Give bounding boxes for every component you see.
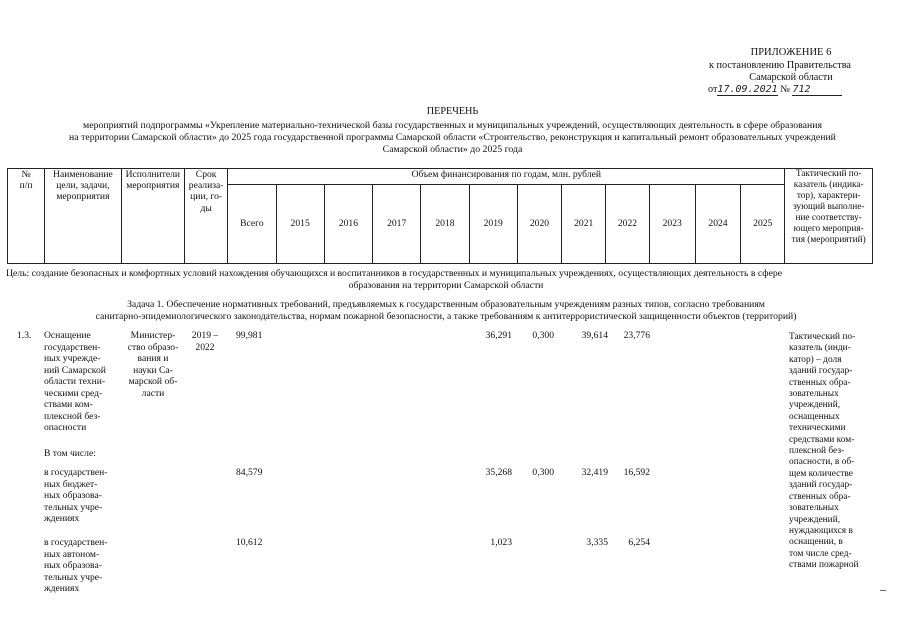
- scan-mark: [880, 590, 886, 591]
- document-subtitle-1: мероприятий подпрограммы «Укрепление материально-технической базы государственных и муниципальных учреждений, осуществляющих деятельность в сфере образования: [83, 120, 822, 131]
- document-subtitle-3: Самарской области» до 2025 года: [382, 144, 523, 155]
- col-header-executor: Исполнители мероприятия: [121, 169, 184, 264]
- sub1-name: в государствен- ных бюджет- ных образова- тельных учре- ждениях: [44, 467, 108, 524]
- goal-text-2: образования на территории Самарской области: [348, 280, 544, 291]
- document-title: ПЕРЕЧЕНЬ: [426, 106, 479, 117]
- year-header-2023: 2023: [649, 185, 695, 264]
- sub2-2019: 1,023: [490, 537, 512, 548]
- year-header-2025: 2025: [741, 185, 785, 264]
- sub1-2019: 35,268: [485, 467, 512, 478]
- year-header-2022: 2022: [606, 185, 649, 264]
- sub1-2020: 0,300: [532, 467, 554, 478]
- date-value: 17.09.2021: [717, 84, 778, 95]
- col-header-indicator: Тактический по- казатель (индика- тор), характери- зующий выполне- ние соответству- ющего мероприя- тия (мероприятий): [785, 169, 873, 264]
- number-prefix: №: [780, 84, 790, 95]
- col-header-number: № п/п: [8, 169, 45, 264]
- year-header-2024: 2024: [695, 185, 740, 264]
- including-label: В том числе:: [44, 448, 96, 459]
- item-indicator: Тактический по- казатель (инди- катор) – доля зданий государ- ственных обра- зовательных учреждений, оснащенных техническими средствами ком- плексной без- опасности, в об- щем количестве зданий государ- ственных обра- зовательных учреждений, нуждающихся в оснащении, в том числе сред- ствами пожарной: [789, 332, 859, 571]
- item-executor: Министер- ство образо- вания и науки Са- марской об- ласти: [127, 330, 179, 399]
- year-header-2018: 2018: [421, 185, 469, 264]
- col-header-term: Срок реализа- ции, го- ды: [185, 169, 228, 264]
- item-2020: 0,300: [532, 330, 554, 341]
- sub1-total: 84,579: [236, 467, 263, 478]
- appendix-title: ПРИЛОЖЕНИЕ 6: [750, 47, 832, 58]
- year-header-2019: 2019: [469, 185, 517, 264]
- sub2-2021: 3,335: [586, 537, 608, 548]
- sub2-name: в государствен- ных автоном- ных образова- тельных учре- ждениях: [44, 537, 108, 594]
- task-text-2: санитарно-эпидемиологического законодательства, нормам пожарной безопасности, а также требованиям к антитеррористической защищенности объектов (территорий): [95, 311, 797, 322]
- appendix-line-2: к постановлению Правительства: [709, 60, 851, 71]
- sub1-2022: 16,592: [623, 467, 650, 478]
- item-number: 1.3.: [17, 330, 32, 341]
- document-subtitle-2: на территории Самарской области» до 2025 года государственной программы Самарской области «Строительство, реконструкция и капитальный ремонт образовательных учреждений: [69, 132, 836, 143]
- goal-text: Цель: создание безопасных и комфортных условий нахождения обучающихся и воспитанников в государственных и муниципальных учреждениях, осуществляющих деятельность в сфере: [6, 268, 783, 279]
- item-2022: 23,776: [623, 330, 650, 341]
- sub2-2022: 6,254: [628, 537, 650, 548]
- item-2021: 39,614: [581, 330, 608, 341]
- item-2019: 36,291: [485, 330, 512, 341]
- item-term: 2019 – 2022: [191, 330, 219, 353]
- item-name: Оснащение государствен- ных учрежде- ний Самарской области техни- ческими сред- ствами ком- плексной без- опасности: [44, 330, 106, 433]
- date-prefix: от: [708, 84, 718, 95]
- appendix-line-3: Самарской области: [749, 72, 833, 83]
- year-header-total: Всего: [228, 185, 276, 264]
- col-header-name: Наименование цели, задачи, мероприятия: [45, 169, 121, 264]
- task-text-1: Задача 1. Обеспечение нормативных требований, предъявляемых к государственным образовательным учреждениям разных типов, согласно требованиям: [127, 299, 765, 310]
- number-value: 712: [792, 84, 842, 96]
- year-header-2016: 2016: [324, 185, 372, 264]
- year-header-2020: 2020: [517, 185, 561, 264]
- funding-table-header: [7, 168, 873, 264]
- col-header-funding: Объем финансирования по годам, млн. рублей: [228, 169, 785, 185]
- sub1-2021: 32,419: [581, 467, 608, 478]
- item-total: 99,981: [236, 330, 263, 341]
- sub2-total: 10,612: [236, 537, 263, 548]
- year-header-2021: 2021: [562, 185, 606, 264]
- year-header-2015: 2015: [276, 185, 324, 264]
- appendix-date-line: [708, 84, 842, 96]
- year-header-2017: 2017: [373, 185, 421, 264]
